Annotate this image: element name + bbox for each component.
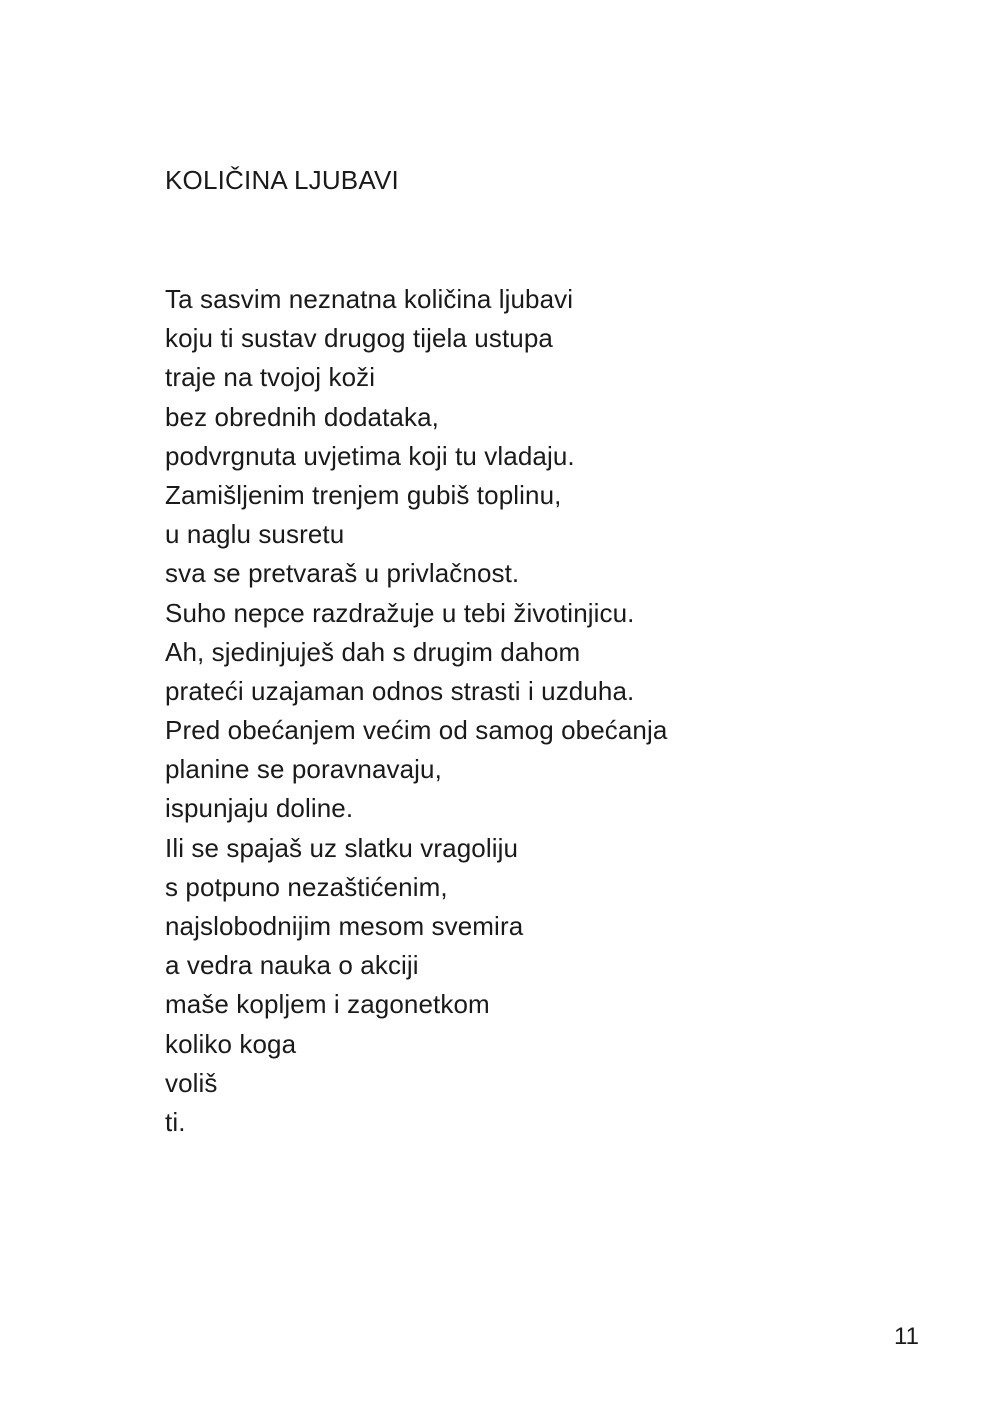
- poem-line: Pred obećanjem većim od samog obećanja: [165, 715, 668, 746]
- poem-line: u naglu susretu: [165, 519, 345, 550]
- poem-line: maše kopljem i zagonetkom: [165, 989, 490, 1020]
- poem-body: [165, 280, 667, 1142]
- poem-line: Zamišljenim trenjem gubiš toplinu,: [165, 479, 562, 510]
- poem-line: sva se pretvaraš u privlačnost.: [165, 558, 520, 589]
- poem-line: ti.: [165, 1106, 186, 1137]
- poem-line: bez obrednih dodataka,: [165, 401, 439, 432]
- poem-line: koliko koga: [165, 1028, 297, 1059]
- poem-line: Ah, sjedinjuješ dah s drugim dahom: [165, 636, 581, 667]
- poem-line: najslobodnijim mesom svemira: [165, 911, 524, 941]
- poem-title: KOLIČINA LJUBAVI: [165, 165, 399, 195]
- poem-line: Ili se spajaš uz slatku vragoliju: [165, 832, 519, 863]
- poem-line: Suho nepce razdražuje u tebi životinjicu.: [165, 597, 635, 628]
- poem-line: koju ti sustav drugog tijela ustupa: [165, 323, 553, 354]
- poem-line: ispunjaju doline.: [165, 793, 354, 824]
- poem-line: a vedra nauka o akciji: [165, 950, 419, 981]
- poem-line: traje na tvojoj koži: [165, 362, 376, 393]
- poem-line: Ta sasvim neznatna količina ljubavi: [165, 284, 574, 314]
- poem-line: s potpuno nezaštićenim,: [165, 871, 448, 902]
- page-number: 11: [894, 1323, 919, 1350]
- poem-line: prateći uzajaman odnos strasti i uzduha.: [165, 675, 635, 706]
- poem-line: podvrgnuta uvjetima koji tu vladaju.: [165, 440, 575, 471]
- poem-line: planine se poravnavaju,: [165, 754, 442, 785]
- poem-line: voliš: [165, 1067, 218, 1098]
